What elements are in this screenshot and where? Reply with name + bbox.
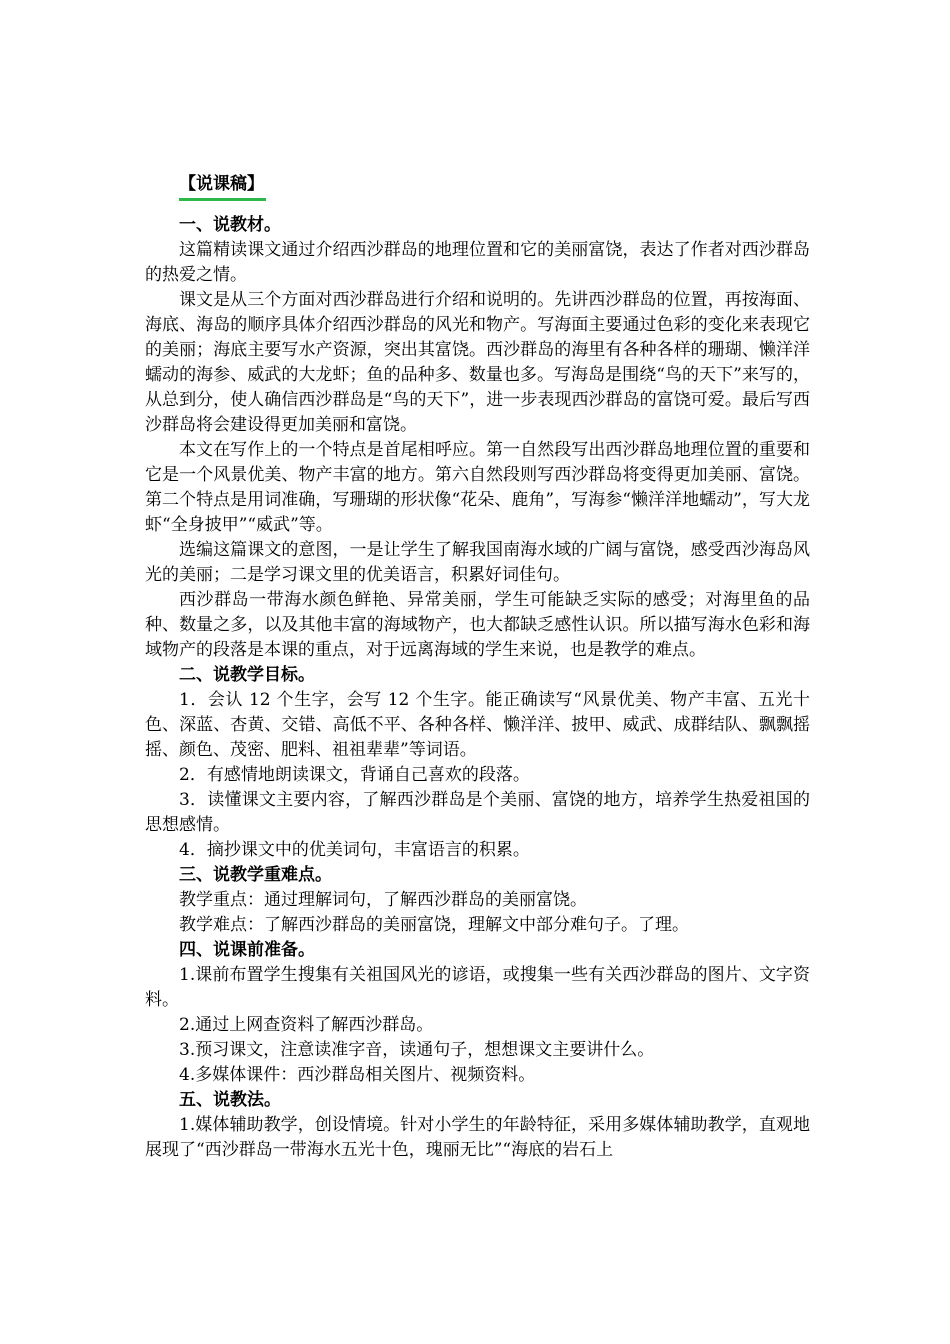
paragraph: 2．有感情地朗读课文，背诵自己喜欢的段落。 <box>179 765 530 785</box>
section-heading: 三、说教学重难点。 <box>179 865 332 885</box>
paragraph: 1．会认 12 个生字，会写 12 个生字。能正确读写“风景优美、物产丰富、五光十色、深蓝、杏黄、交错、高低不平、各种各样、懒洋洋、披甲、威武、成群结队、飘飘摇摇、颜色、茂密、肥料、祖祖辈辈”等词语。 <box>145 690 810 760</box>
paragraph: 1.课前布置学生搜集有关祖国风光的谚语，或搜集一些有关西沙群岛的图片、文字资料。 <box>145 965 810 1010</box>
section-heading: 五、说教法。 <box>179 1090 281 1110</box>
paragraph: 课文是从三个方面对西沙群岛进行介绍和说明的。先讲西沙群岛的位置，再按海面、海底、海岛的顺序具体介绍西沙群岛的风光和物产。写海面主要通过色彩的变化来表现它的美丽；海底主要写水产资源，突出其富饶。西沙群岛的海里有各种各样的珊瑚、懒洋洋蠕动的海参、威武的大龙虾；鱼的品种多、数量也多。写海岛是围绕“鸟的天下”来写的，从总到分，使人确信西沙群岛是“鸟的天下”，进一步表现西沙群岛的富饶可爱。最后写西沙群岛将会建设得更加美丽和富饶。 <box>145 290 810 435</box>
paragraph: 3.预习课文，注意读准字音，读通句子，想想课文主要讲什么。 <box>179 1040 655 1060</box>
document-paragraphs <box>145 213 810 1163</box>
paragraph: 选编这篇课文的意图，一是让学生了解我国南海水域的广阔与富饶，感受西沙海岛风光的美丽；二是学习课文里的优美语言，积累好词佳句。 <box>145 540 810 585</box>
paragraph: 4．摘抄课文中的优美词句，丰富语言的积累。 <box>179 840 530 860</box>
document-body <box>145 172 810 1163</box>
paragraph: 4.多媒体课件：西沙群岛相关图片、视频资料。 <box>179 1065 536 1085</box>
document-title: 【说课稿】 <box>179 172 266 201</box>
paragraph: 教学难点：了解西沙群岛的美丽富饶，理解文中部分难句子。了理。 <box>179 915 689 935</box>
paragraph: 2.通过上网查资料了解西沙群岛。 <box>179 1015 434 1035</box>
section-heading: 一、说教材。 <box>179 215 281 235</box>
paragraph: 本文在写作上的一个特点是首尾相呼应。第一自然段写出西沙群岛地理位置的重要和它是一个风景优美、物产丰富的地方。第六自然段则写西沙群岛将变得更加美丽、富饶。第二个特点是用词准确，写珊瑚的形状像“花朵、鹿角”，写海参“懒洋洋地蠕动”，写大龙虾“全身披甲”“威武”等。 <box>145 440 810 535</box>
paragraph: 教学重点：通过理解词句，了解西沙群岛的美丽富饶。 <box>179 890 587 910</box>
section-heading: 二、说教学目标。 <box>179 665 315 685</box>
paragraph: 3．读懂课文主要内容，了解西沙群岛是个美丽、富饶的地方，培养学生热爱祖国的思想感情。 <box>145 790 810 835</box>
paragraph: 这篇精读课文通过介绍西沙群岛的地理位置和它的美丽富饶，表达了作者对西沙群岛的热爱之情。 <box>145 240 810 285</box>
paragraph: 西沙群岛一带海水颜色鲜艳、异常美丽，学生可能缺乏实际的感受；对海里鱼的品种、数量之多，以及其他丰富的海域物产，也大都缺乏感性认识。所以描写海水色彩和海域物产的段落是本课的重点，对于远离海域的学生来说，也是教学的难点。 <box>145 590 810 660</box>
section-heading: 四、说课前准备。 <box>179 940 315 960</box>
paragraph: 1.媒体辅助教学，创设情境。针对小学生的年龄特征，采用多媒体辅助教学，直观地展现了“西沙群岛一带海水五光十色，瑰丽无比”“海底的岩石上 <box>145 1115 810 1160</box>
